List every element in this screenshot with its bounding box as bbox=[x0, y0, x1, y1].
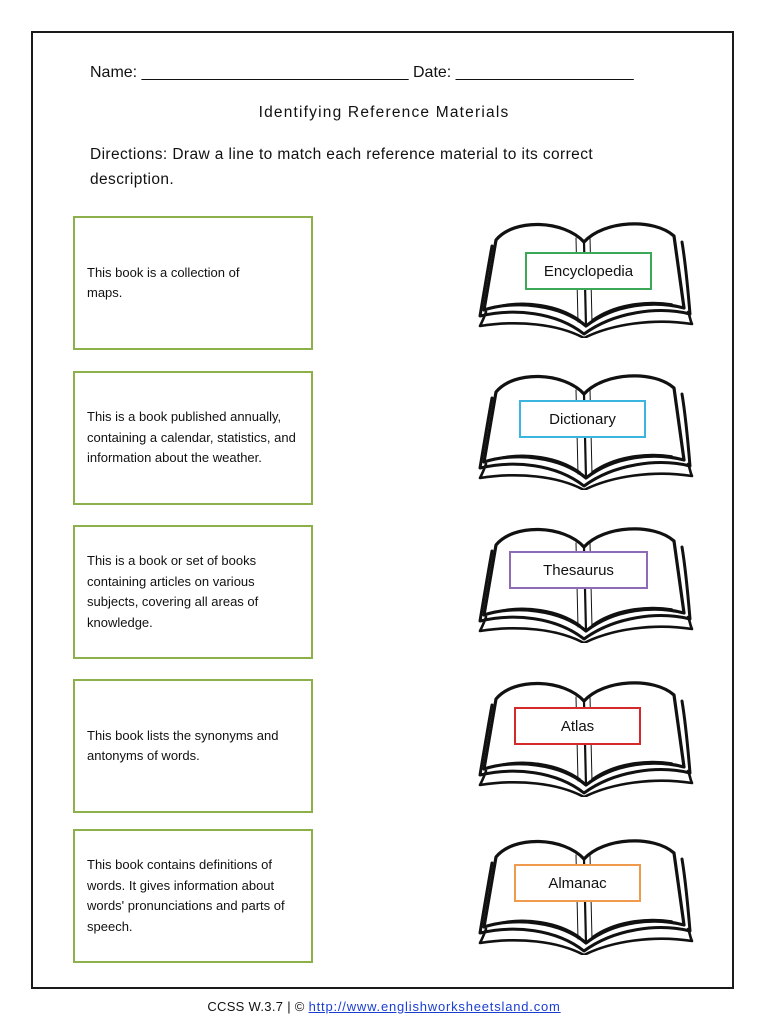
description-text: This book is a collection of maps. bbox=[87, 264, 240, 300]
book-item[interactable] bbox=[474, 667, 696, 797]
date-label: Date: bbox=[412, 64, 452, 81]
book-item[interactable] bbox=[474, 208, 696, 338]
description-text: This is a book published annually, containing a calendar, statistics, and information about the weather. bbox=[87, 409, 296, 466]
book-item[interactable] bbox=[474, 825, 696, 955]
description-box[interactable] bbox=[73, 679, 313, 813]
description-box[interactable] bbox=[73, 525, 313, 659]
name-blank[interactable]: ______________________________ bbox=[141, 64, 409, 81]
description-box[interactable] bbox=[73, 829, 313, 963]
description-text: This is a book or set of books containing articles on various subjects, covering all areas of knowledge. bbox=[87, 553, 259, 630]
book-label: Almanac bbox=[514, 864, 641, 902]
description-text: This book contains definitions of words. It gives information about words' pronunciations and parts of speech. bbox=[87, 857, 285, 934]
description-text: This book lists the synonyms and antonyms of words. bbox=[87, 727, 279, 763]
name-date-line bbox=[90, 64, 634, 82]
book-label: Atlas bbox=[514, 707, 641, 745]
book-label: Dictionary bbox=[519, 400, 646, 438]
book-item[interactable] bbox=[474, 360, 696, 490]
name-label: Name: bbox=[90, 64, 138, 81]
date-blank[interactable]: ____________________ bbox=[455, 64, 634, 81]
worksheet-title: Identifying Reference Materials bbox=[258, 104, 510, 121]
directions-text: Directions: Draw a line to match each reference material to its correct description. bbox=[90, 146, 594, 188]
footer bbox=[0, 999, 768, 1014]
book-item[interactable] bbox=[474, 513, 696, 643]
footer-text: CCSS W.3.7 | © bbox=[207, 999, 305, 1014]
footer-link[interactable]: http://www.englishworksheetsland.com bbox=[308, 999, 561, 1014]
description-box[interactable] bbox=[73, 216, 313, 350]
book-label: Thesaurus bbox=[509, 551, 648, 589]
book-label: Encyclopedia bbox=[525, 252, 652, 290]
description-box[interactable] bbox=[73, 371, 313, 505]
